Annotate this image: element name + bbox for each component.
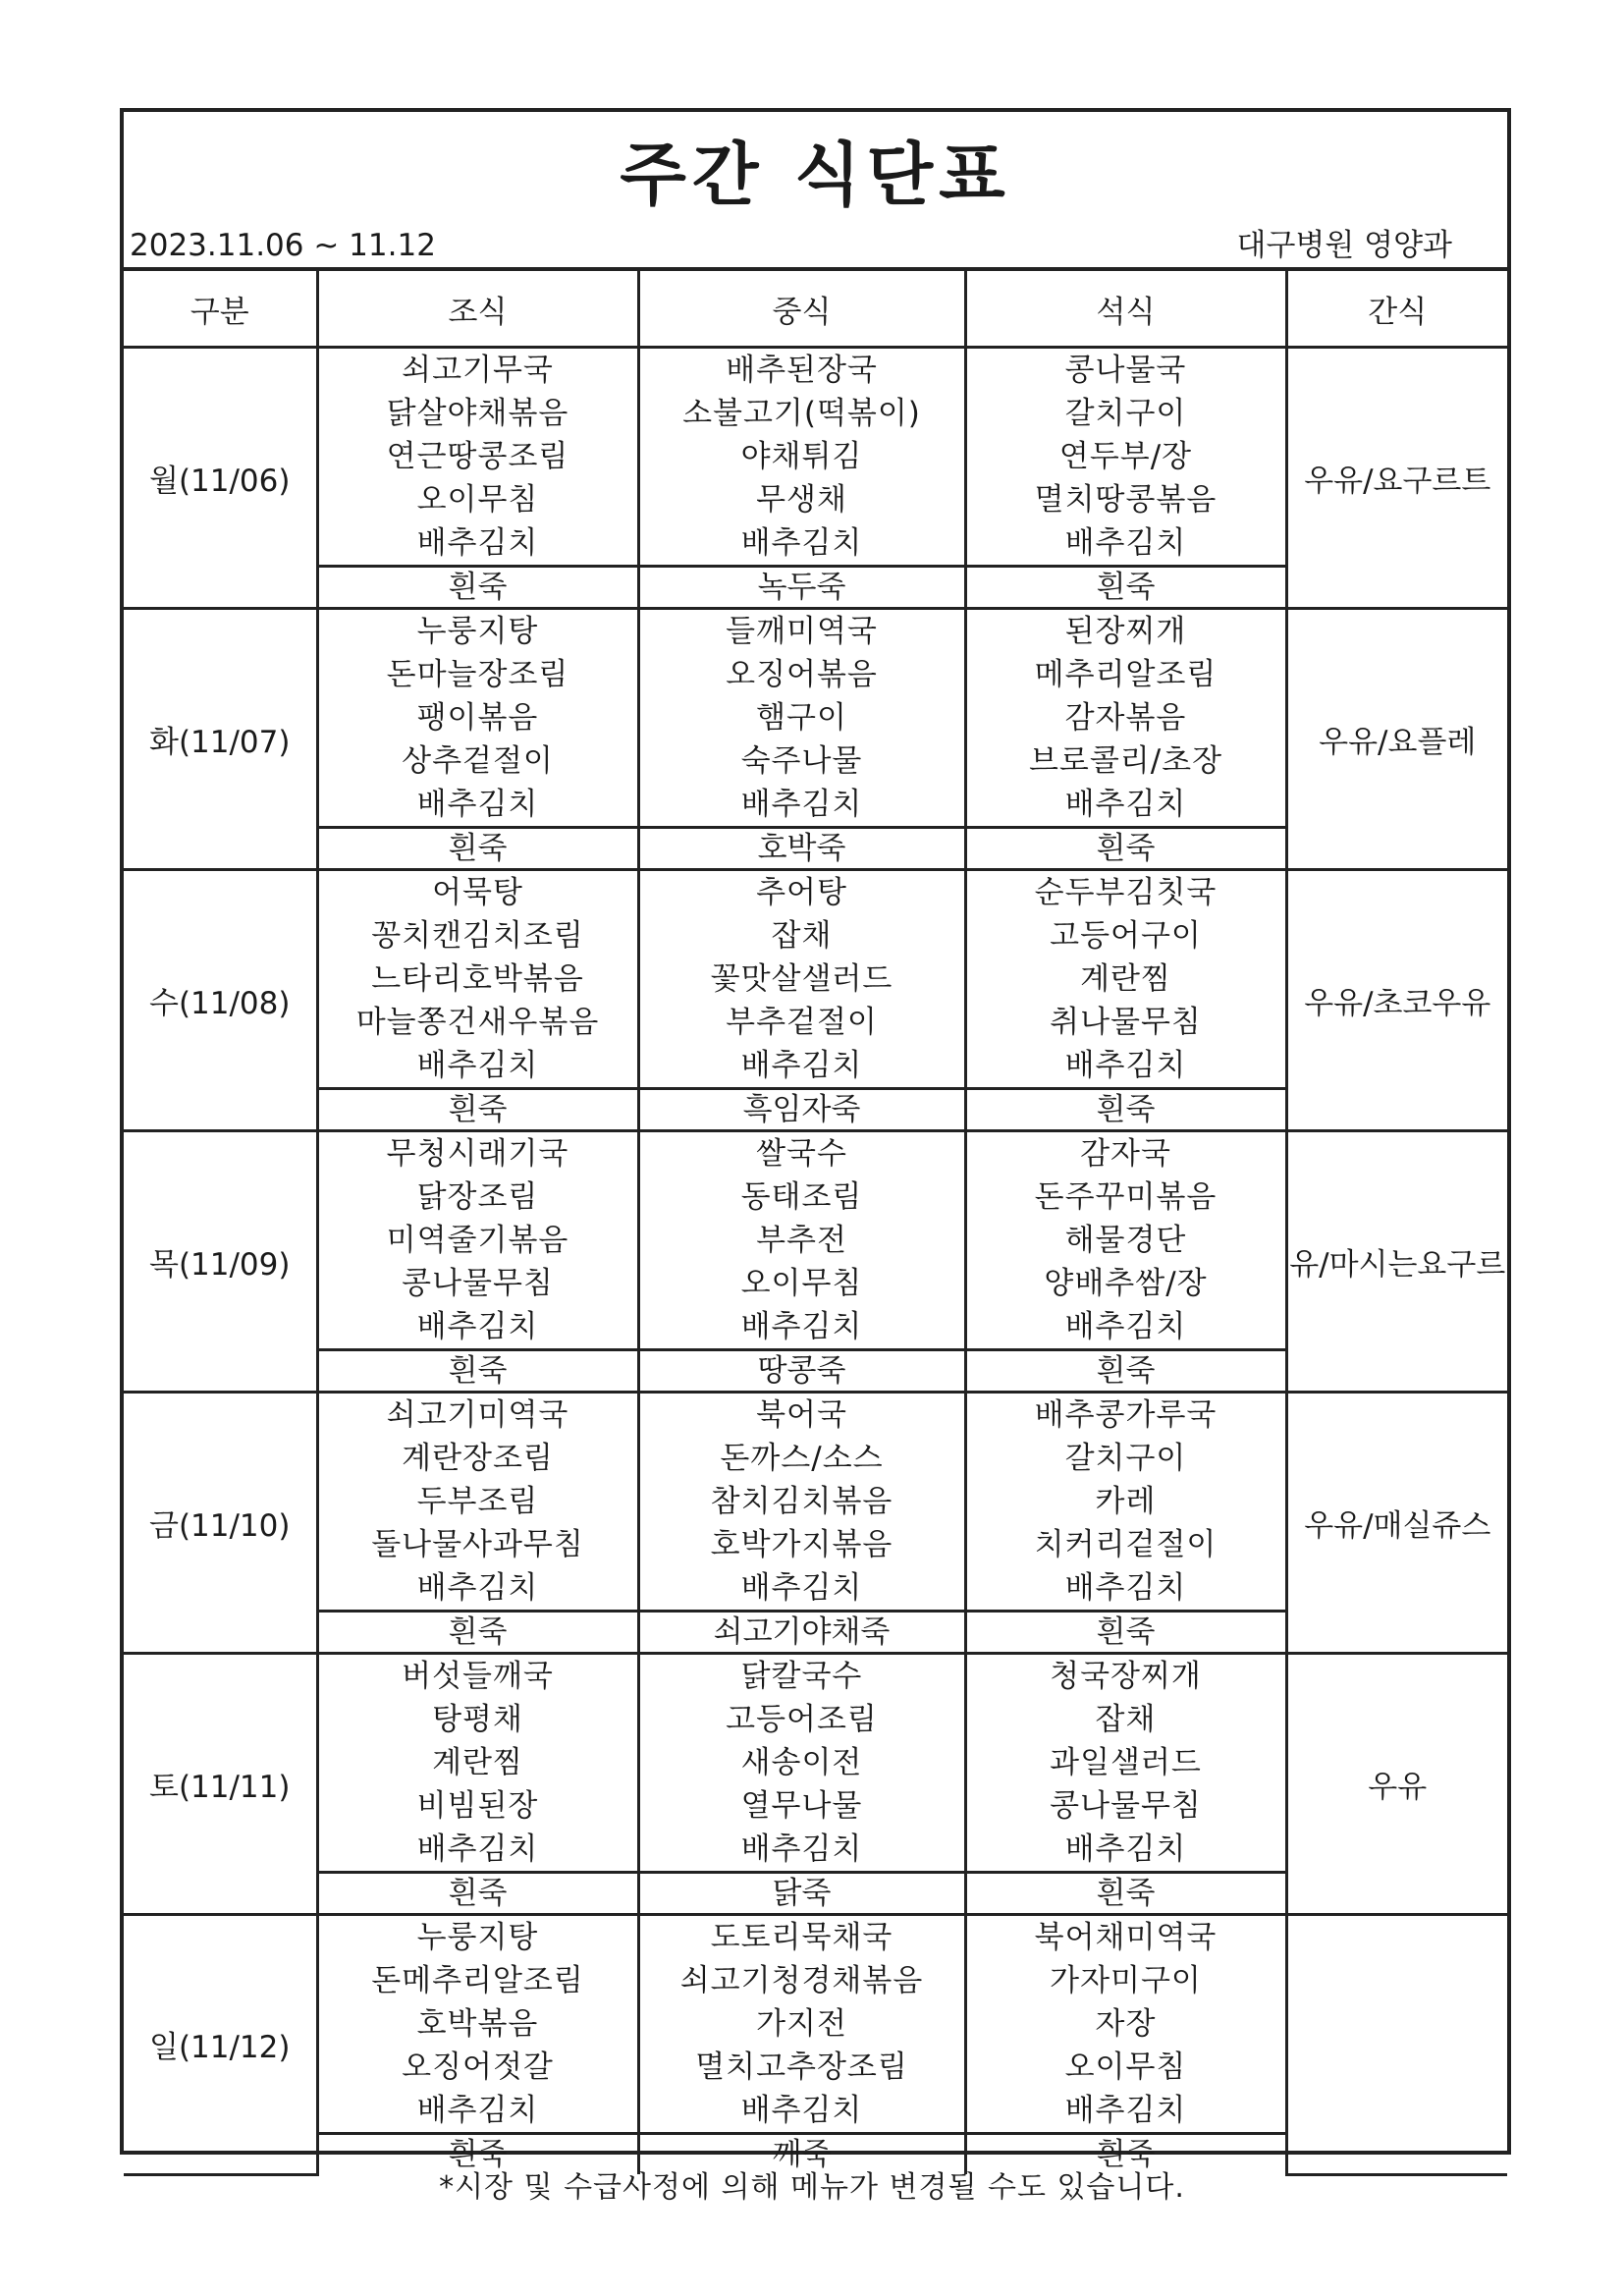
dish-item: 돈주꾸미볶음 <box>1034 1179 1218 1215</box>
dish-item: 배추김치 <box>740 1048 863 1083</box>
weekly-menu-table <box>124 267 1507 2176</box>
dish-item: 오이무침 <box>1064 2050 1187 2085</box>
day-row <box>124 1915 1507 2134</box>
footnote: *시장 및 수급사정에 의해 메뉴가 변경될 수도 있습니다. <box>439 2170 1185 2205</box>
lunch-cell <box>638 1131 965 1350</box>
dish-item: 탕평채 <box>432 1702 523 1737</box>
breakfast-cell <box>317 1393 638 1612</box>
dish-item: 연근땅콩조림 <box>386 439 569 474</box>
dinner-cell <box>965 1654 1286 1873</box>
dish-item: 배추김치 <box>1064 1570 1187 1606</box>
dish-item: 고등어조림 <box>726 1702 878 1737</box>
column-header-dinner: 석식 <box>965 269 1286 348</box>
breakfast-cell <box>317 870 638 1089</box>
dish-item: 햄구이 <box>756 700 847 736</box>
dish-item: 감자볶음 <box>1064 700 1187 736</box>
column-header-lunch: 중식 <box>638 269 965 348</box>
day-row <box>124 1393 1507 1612</box>
dish-item: 된장찌개 <box>1064 614 1187 649</box>
column-header-category: 구분 <box>124 269 317 348</box>
dish-item: 배추김치 <box>740 525 863 561</box>
day-row <box>124 1654 1507 1873</box>
breakfast-cell <box>317 348 638 567</box>
dish-item: 메추리알조림 <box>1034 657 1218 692</box>
porridge-lunch: 깨죽 <box>638 2134 965 2175</box>
dish-item: 콩나물국 <box>1064 353 1187 388</box>
dish-item: 배추김치 <box>1064 1309 1187 1344</box>
dish-item: 계란찜 <box>432 1745 523 1780</box>
dish-item: 배추김치 <box>416 1309 539 1344</box>
lunch-cell <box>638 348 965 567</box>
dish-item: 갈치구이 <box>1064 1441 1187 1476</box>
lunch-cell <box>638 870 965 1089</box>
dish-item: 순두부김칫국 <box>1034 875 1218 910</box>
dish-item: 참치김치볶음 <box>710 1484 893 1519</box>
dinner-cell <box>965 348 1286 567</box>
porridge-dinner: 흰죽 <box>965 1873 1286 1915</box>
dish-item: 치커리겉절이 <box>1034 1527 1218 1562</box>
dish-item: 고등어구이 <box>1050 918 1202 954</box>
dish-item: 새송이전 <box>740 1745 863 1780</box>
dish-item: 배추김치 <box>1064 525 1187 561</box>
dish-item: 동태조림 <box>740 1179 863 1215</box>
day-label: 일(11/12) <box>124 1915 317 2175</box>
dish-item: 오이무침 <box>740 1266 863 1301</box>
dish-item: 들깨미역국 <box>726 614 878 649</box>
dish-item: 가자미구이 <box>1050 1963 1202 1998</box>
dish-item: 부추전 <box>756 1223 847 1258</box>
dish-item: 배추김치 <box>740 787 863 822</box>
day-label: 월(11/06) <box>124 348 317 609</box>
department-name: 대구병원 영양과 <box>1236 228 1452 263</box>
snack-cell: 유/마시는요구르 <box>1286 1131 1507 1393</box>
dish-item: 꽃맛살샐러드 <box>710 961 893 997</box>
porridge-lunch: 쇠고기야채죽 <box>638 1612 965 1654</box>
dish-item: 호박볶음 <box>416 2006 539 2042</box>
lunch-cell <box>638 1654 965 1873</box>
dish-item: 콩나물무침 <box>402 1266 554 1301</box>
dinner-cell <box>965 1915 1286 2134</box>
dish-item: 북어국 <box>756 1397 847 1433</box>
porridge-breakfast: 흰죽 <box>317 2134 638 2175</box>
dish-item: 배추김치 <box>1064 1048 1187 1083</box>
dish-item: 누룽지탕 <box>416 1920 539 1955</box>
porridge-dinner: 흰죽 <box>965 1089 1286 1131</box>
dish-item: 어묵탕 <box>432 875 523 910</box>
snack-cell: 우유 <box>1286 1654 1507 1915</box>
dish-item: 북어채미역국 <box>1034 1920 1218 1955</box>
dish-item: 꽁치캔김치조림 <box>371 918 584 954</box>
snack-cell: 우유/초코우유 <box>1286 870 1507 1131</box>
dinner-cell <box>965 1393 1286 1612</box>
dish-item: 두부조림 <box>416 1484 539 1519</box>
dish-item: 연두부/장 <box>1058 439 1193 474</box>
menu-sheet <box>120 108 1511 2172</box>
dish-item: 잡채 <box>771 918 833 954</box>
day-row <box>124 870 1507 1089</box>
day-row <box>124 348 1507 567</box>
dish-item: 청국장찌개 <box>1050 1659 1202 1694</box>
porridge-lunch: 땅콩죽 <box>638 1350 965 1393</box>
dish-item: 닭칼국수 <box>740 1659 863 1694</box>
breakfast-cell <box>317 1915 638 2134</box>
porridge-lunch: 녹두죽 <box>638 567 965 609</box>
dish-item: 배추김치 <box>416 525 539 561</box>
column-header-snack: 간식 <box>1286 269 1507 348</box>
dish-item: 카레 <box>1095 1484 1157 1519</box>
porridge-dinner: 흰죽 <box>965 1612 1286 1654</box>
dish-item: 배추된장국 <box>726 353 878 388</box>
column-header-breakfast: 조식 <box>317 269 638 348</box>
porridge-breakfast: 흰죽 <box>317 1350 638 1393</box>
dish-item: 닭살야채볶음 <box>386 396 569 431</box>
menu-body <box>124 348 1507 2175</box>
day-label: 목(11/09) <box>124 1131 317 1393</box>
dish-item: 도토리묵채국 <box>710 1920 893 1955</box>
dish-item: 배추김치 <box>1064 787 1187 822</box>
breakfast-cell <box>317 1654 638 1873</box>
dish-item: 돈까스/소스 <box>720 1441 884 1476</box>
porridge-dinner: 흰죽 <box>965 2134 1286 2175</box>
dish-item: 열무나물 <box>740 1788 863 1824</box>
snack-cell: 우유/매실쥬스 <box>1286 1393 1507 1654</box>
snack-cell: 우유/요플레 <box>1286 609 1507 870</box>
dish-item: 잡채 <box>1095 1702 1157 1737</box>
dish-item: 배추김치 <box>740 1831 863 1867</box>
dish-item: 가지전 <box>756 2006 847 2042</box>
breakfast-cell <box>317 609 638 828</box>
dish-item: 과일샐러드 <box>1050 1745 1202 1780</box>
porridge-breakfast: 흰죽 <box>317 567 638 609</box>
porridge-breakfast: 흰죽 <box>317 1089 638 1131</box>
snack-cell: 우유/요구르트 <box>1286 348 1507 609</box>
dish-item: 마늘쫑건새우볶음 <box>355 1005 600 1040</box>
dish-item: 숙주나물 <box>740 743 863 779</box>
breakfast-cell <box>317 1131 638 1350</box>
dish-item: 해물경단 <box>1064 1223 1187 1258</box>
dish-item: 소불고기(떡볶이) <box>682 396 921 431</box>
dish-item: 배추김치 <box>740 1570 863 1606</box>
porridge-breakfast: 흰죽 <box>317 1612 638 1654</box>
dish-item: 야채튀김 <box>740 439 863 474</box>
dish-item: 배추콩가루국 <box>1034 1397 1218 1433</box>
dish-item: 브로콜리/초장 <box>1028 743 1223 779</box>
dish-item: 배추김치 <box>416 2093 539 2128</box>
dish-item: 호박가지볶음 <box>710 1527 893 1562</box>
dish-item: 쌀국수 <box>756 1136 847 1172</box>
dish-item: 상추겉절이 <box>402 743 554 779</box>
dish-item: 콩나물무침 <box>1050 1788 1202 1824</box>
dish-item: 배추김치 <box>416 787 539 822</box>
dish-item: 자장 <box>1095 2006 1157 2042</box>
dish-item: 오징어젓갈 <box>402 2050 554 2085</box>
day-label: 토(11/11) <box>124 1654 317 1915</box>
dish-item: 멸치고추장조림 <box>695 2050 908 2085</box>
dish-item: 추어탕 <box>756 875 847 910</box>
dish-item: 팽이볶음 <box>416 700 539 736</box>
dish-item: 감자국 <box>1080 1136 1171 1172</box>
dish-item: 배추김치 <box>740 1309 863 1344</box>
day-row <box>124 609 1507 828</box>
dish-item: 배추김치 <box>740 2093 863 2128</box>
dish-item: 닭장조림 <box>416 1179 539 1215</box>
lunch-cell <box>638 609 965 828</box>
dish-item: 버섯들깨국 <box>402 1659 554 1694</box>
lunch-cell <box>638 1915 965 2134</box>
table-header-row <box>124 269 1507 348</box>
porridge-lunch: 호박죽 <box>638 828 965 870</box>
dish-item: 양배추쌈/장 <box>1044 1266 1208 1301</box>
dish-item: 무생채 <box>756 482 847 518</box>
dish-item: 돈마늘장조림 <box>386 657 569 692</box>
dish-item: 돈메추리알조림 <box>371 1963 584 1998</box>
date-range: 2023.11.06 ~ 11.12 <box>130 228 436 263</box>
dinner-cell <box>965 1131 1286 1350</box>
day-label: 수(11/08) <box>124 870 317 1131</box>
porridge-breakfast: 흰죽 <box>317 1873 638 1915</box>
dish-item: 누룽지탕 <box>416 614 539 649</box>
dish-item: 배추김치 <box>1064 1831 1187 1867</box>
dish-item: 배추김치 <box>1064 2093 1187 2128</box>
day-label: 화(11/07) <box>124 609 317 870</box>
dish-item: 배추김치 <box>416 1831 539 1867</box>
porridge-lunch: 닭죽 <box>638 1873 965 1915</box>
dish-item: 돌나물사과무침 <box>371 1527 584 1562</box>
page-title: 주간 식단표 <box>620 135 1011 215</box>
day-row <box>124 1131 1507 1350</box>
dish-item: 비빔된장 <box>416 1788 539 1824</box>
dinner-cell <box>965 870 1286 1089</box>
dish-item: 오이무침 <box>416 482 539 518</box>
dish-item: 느타리호박볶음 <box>371 961 584 997</box>
porridge-dinner: 흰죽 <box>965 1350 1286 1393</box>
porridge-breakfast: 흰죽 <box>317 828 638 870</box>
dish-item: 계란장조림 <box>402 1441 554 1476</box>
dish-item: 배추김치 <box>416 1570 539 1606</box>
dish-item: 갈치구이 <box>1064 396 1187 431</box>
porridge-dinner: 흰죽 <box>965 567 1286 609</box>
porridge-lunch: 흑임자죽 <box>638 1089 965 1131</box>
dish-item: 쇠고기무국 <box>402 353 554 388</box>
dinner-cell <box>965 609 1286 828</box>
dish-item: 부추겉절이 <box>726 1005 878 1040</box>
snack-cell <box>1286 1915 1507 2175</box>
dish-item: 쇠고기청경채볶음 <box>679 1963 924 1998</box>
dish-item: 오징어볶음 <box>726 657 878 692</box>
dish-item: 멸치땅콩볶음 <box>1034 482 1218 518</box>
dish-item: 취나물무침 <box>1050 1005 1202 1040</box>
dish-item: 미역줄기볶음 <box>386 1223 569 1258</box>
dish-item: 배추김치 <box>416 1048 539 1083</box>
dish-item: 무청시래기국 <box>386 1136 569 1172</box>
porridge-dinner: 흰죽 <box>965 828 1286 870</box>
dish-item: 쇠고기미역국 <box>386 1397 569 1433</box>
day-label: 금(11/10) <box>124 1393 317 1654</box>
lunch-cell <box>638 1393 965 1612</box>
dish-item: 계란찜 <box>1080 961 1171 997</box>
